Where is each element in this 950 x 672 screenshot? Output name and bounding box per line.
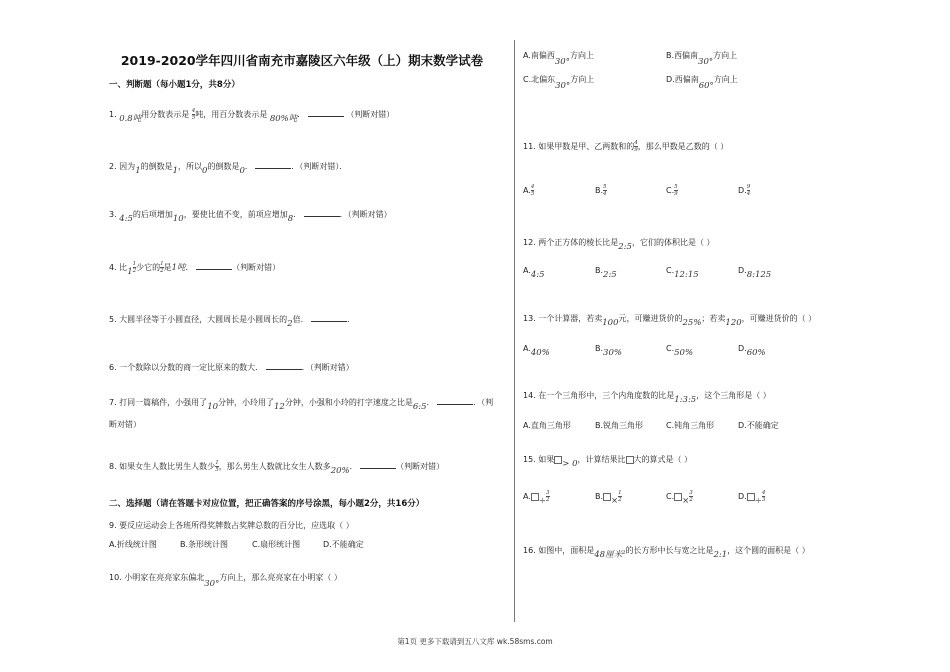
fraction: $\frac{1}{2}$ [160,261,164,274]
q11-option-c[interactable]: C. $\frac{5}{9}$ [666,184,678,197]
q13-option-a[interactable]: A.40% [523,344,550,358]
blank-box [626,456,634,464]
question-15: 15. 如果 > 0，计算结果比 大的算式是（ ） [523,455,693,469]
answer-blank[interactable] [437,396,473,405]
answer-blank[interactable] [304,208,340,217]
fraction: $\frac{5}{9}$ [674,184,678,197]
question-14: 14. 在一个三角形中，三个内角度数的比是1:3:5，这个三角形是（ ） [523,391,771,405]
question-11: 11. 如果甲数是甲、乙两数和的 $\frac{4}{9}$ ，那么甲数是乙数的（ ） [523,140,729,153]
fraction: $\frac{4}{3}$ [761,490,766,503]
question-3: 3. 4:5的后项增加10，要使比值不变，前项应增加8． ．（判断对错） [109,210,392,224]
question-2: 2. 因为1的倒数是1，所以0的倒数是0． ．（判断对错）． [109,162,348,176]
blank-box [674,493,682,501]
q12-option-a[interactable]: A.4:5 [523,266,545,280]
answer-blank[interactable] [360,460,396,469]
q12-option-d[interactable]: D.8:125 [738,266,772,280]
blank-box [531,493,539,501]
q12-option-c[interactable]: C.12:15 [666,266,699,280]
q10-option-b[interactable]: B.西偏南30°方向上 [666,51,738,67]
column-divider [514,40,515,622]
q13-option-c[interactable]: C.50% [666,344,694,358]
fraction: $\frac{1}{2}$ [618,490,622,503]
answer-blank[interactable] [311,313,347,322]
fraction: $\frac{9}{4}$ [746,184,751,197]
q10-option-d[interactable]: D.西偏南60°方向上 [666,75,738,91]
q14-option-d[interactable]: D.不能确定 [738,421,779,430]
q9-option-a[interactable]: A.折线统计图 [109,540,157,549]
question-7: 7. 打同一篇稿件，小强用了10分钟，小玲用了12分钟，小强和小玲的打字速度之比是6:5． ．（判 断对错） [109,398,494,429]
q11-option-a[interactable]: A. $\frac{4}{5}$ [523,184,535,197]
page-footer: 第1页 更多下载请到五八文库 wk.58sms.com [397,637,553,646]
fraction: $\frac{4}{9}$ [634,140,638,153]
section-judgement-heading: 一、判断题（每小题1分，共8分） [109,80,240,90]
question-1: 1. 0.8吨用分数表示是 $\frac{4}{5}$ 吨，用百分数表示是 80%吨． （判断对错） [109,108,395,124]
question-12: 12. 两个正方体的棱长比是2:5，它们的体积比是（ ） [523,238,715,252]
question-10: 10. 小明家在亮亮家东偏北30°方向上，那么亮亮家在小明家（ ） [109,573,342,589]
question-8: 8. 如果女生人数比男生人数少 $\frac{1}{5}$ ，那么男生人数就比女生人数多20%． （判断对错） [109,460,445,476]
q14-option-c[interactable]: C.钝角三角形 [666,421,715,430]
q13-option-b[interactable]: B.30% [595,344,622,358]
question-9: 9. 要反应运动会上各班所得奖牌数占奖牌总数的百分比，应选取（ ） [109,521,354,530]
fraction: $\frac{1}{2}$ [132,261,137,274]
q9-option-d[interactable]: D.不能确定 [323,540,364,549]
q11-option-d[interactable]: D. $\frac{9}{4}$ [738,184,751,197]
q9-option-b[interactable]: B.条形统计图 [180,540,229,549]
question-16: 16. 如图中，面积是48厘米²的长方形中长与宽之比是2:1，这个圆的面积是（ ） [523,546,810,560]
answer-blank[interactable] [266,361,302,370]
q15-option-b[interactable]: B. × $\frac{1}{2}$ [595,490,622,506]
blank-box [603,493,611,501]
q9-option-c[interactable]: C.扇形统计图 [252,540,301,549]
q10-option-a[interactable]: A.南偏西30°方向上 [523,51,594,67]
q10-option-c[interactable]: C.北偏东30°方向上 [523,75,595,91]
question-13: 13. 一个计算器，若卖100元，可赚进货价的25%；若卖120，可赚进货价的（ ） [523,314,817,328]
q15-option-c[interactable]: C. × $\frac{3}{2}$ [666,490,693,506]
question-4: 4. 比1 $\frac{1}{2}$ 少它的 $\frac{1}{2}$ 是1吨． （判断对错） [109,261,281,277]
section-choice-heading: 二、选择题（请在答题卡对应位置，把正确答案的序号涂黑，每小题2分，共16分） [109,499,425,509]
question-6: 6. 一个数除以分数的商一定比原来的数大． ．（判断对错） [109,363,354,372]
q12-option-b[interactable]: B.2:5 [595,266,617,280]
q11-option-b[interactable]: B. $\frac{5}{4}$ [595,184,607,197]
answer-blank[interactable] [308,108,344,117]
q15-option-a[interactable]: A. ÷ $\frac{3}{2}$ [523,490,550,506]
q15-option-d[interactable]: D. ÷ $\frac{4}{3}$ [738,490,766,506]
fraction: $\frac{4}{5}$ [530,184,535,197]
fraction: $\frac{3}{2}$ [689,490,693,503]
q13-option-d[interactable]: D.60% [738,344,766,358]
fraction: $\frac{3}{2}$ [546,490,550,503]
answer-blank[interactable] [255,160,291,169]
fraction: $\frac{1}{5}$ [215,460,219,473]
q14-option-a[interactable]: A.直角三角形 [523,421,571,430]
page-title: 2019-2020学年四川省南充市嘉陵区六年级（上）期末数学试卷 [120,53,484,68]
answer-blank[interactable] [196,261,232,270]
fraction: $\frac{5}{4}$ [603,184,607,197]
q14-option-b[interactable]: B.锐角三角形 [595,421,644,430]
question-5: 5. 大圆半径等于小圆直径，大圆周长是小圆周长的2倍． ． [109,315,356,329]
fraction: $\frac{4}{5}$ [191,108,196,121]
blank-box [747,493,755,501]
